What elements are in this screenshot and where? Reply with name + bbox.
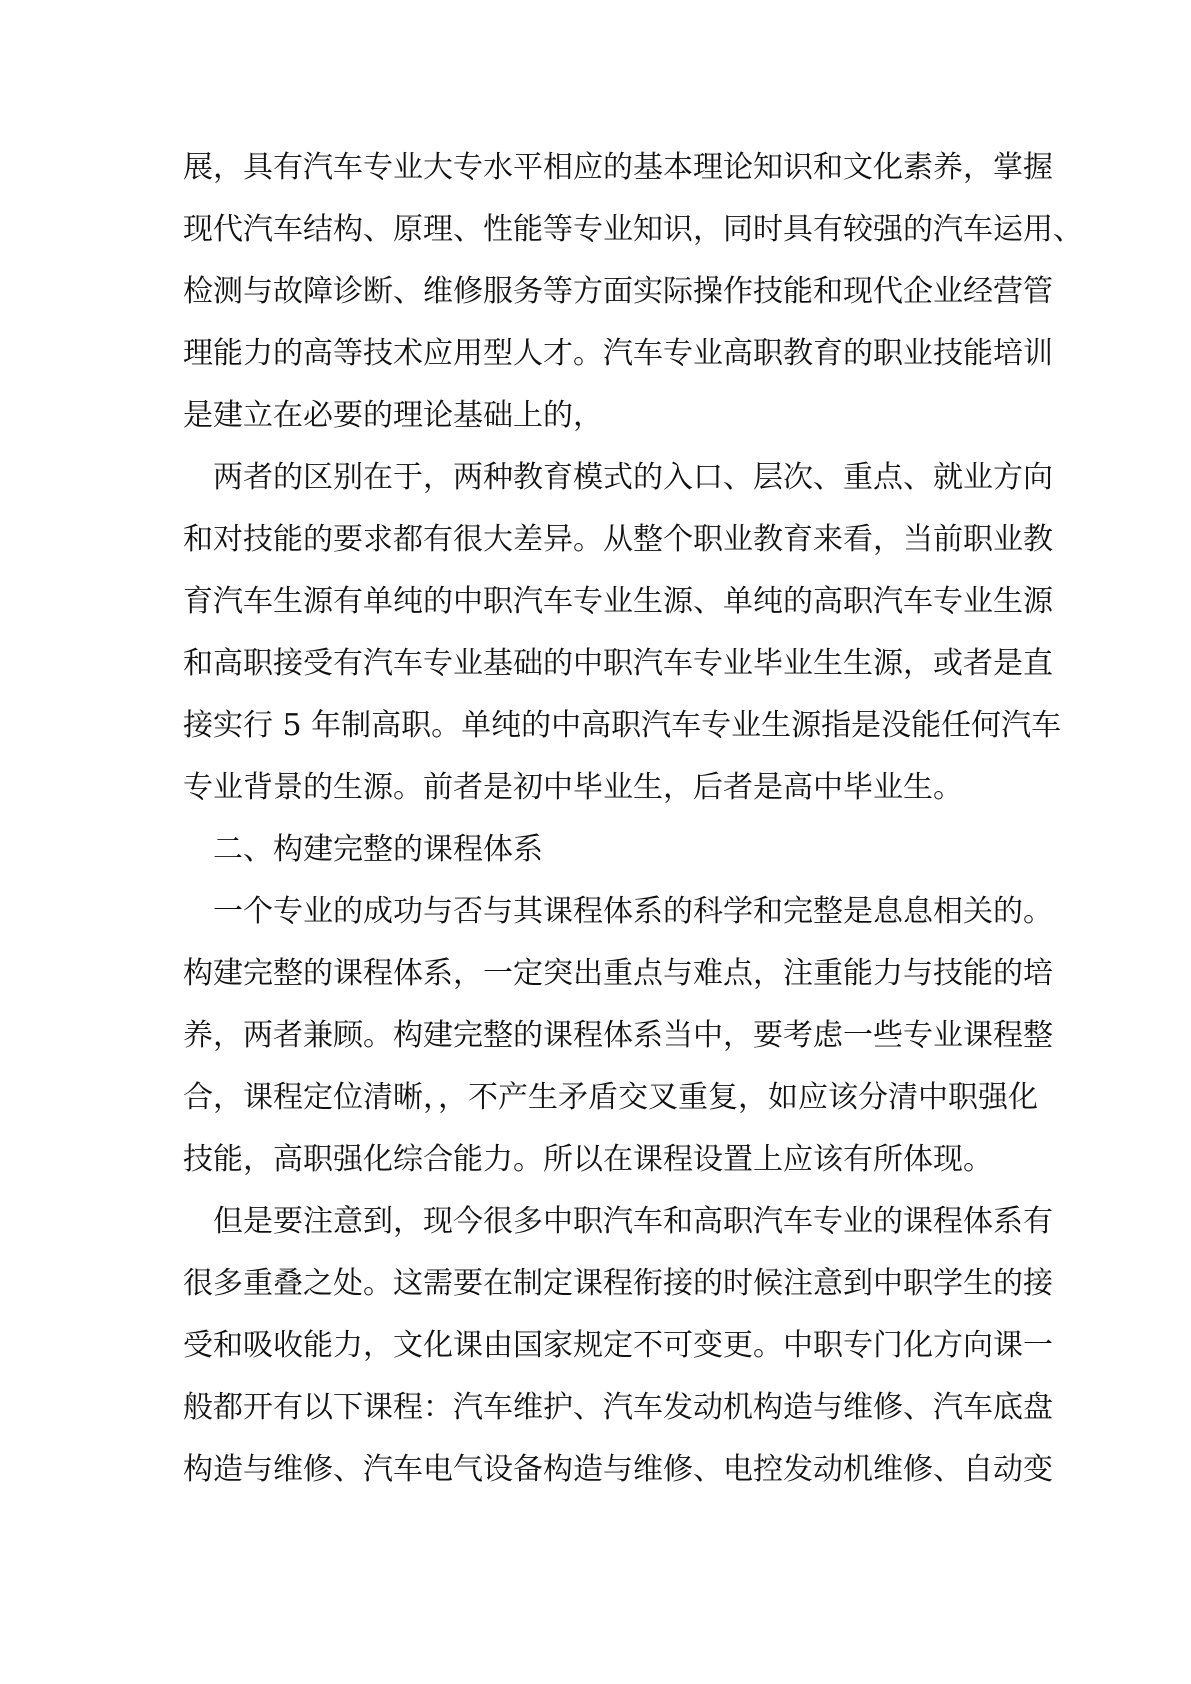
document-body xyxy=(183,137,1083,1501)
text-line: 受和吸收能力，文化课由国家规定不可变更。中职专门化方向课一 xyxy=(183,1328,1053,1363)
paragraph-first-line: 但是要注意到，现今很多中职汽车和高职汽车专业的课程体系有 xyxy=(213,1204,1053,1239)
text-line: 是建立在必要的理论基础上的， xyxy=(183,398,603,433)
text-line: 般都开有以下课程：汽车维护、汽车发动机构造与维修、汽车底盘 xyxy=(183,1390,1053,1425)
paragraph-first-line: 一个专业的成功与否与其课程体系的科学和完整是息息相关的。 xyxy=(213,894,1053,929)
text-line: 养，两者兼顾。构建完整的课程体系当中，要考虑一些专业课程整 xyxy=(183,1018,1053,1053)
text-line: 合，课程定位清晰，，不产生矛盾交叉重复，如应该分清中职强化 xyxy=(183,1080,1038,1115)
text-line: 技能，高职强化综合能力。所以在课程设置上应该有所体现。 xyxy=(183,1142,993,1177)
text-line: 育汽车生源有单纯的中职汽车专业生源、单纯的高职汽车专业生源 xyxy=(183,584,1053,619)
text-line: 现代汽车结构、原理、性能等专业知识，同时具有较强的汽车运用、 xyxy=(183,212,1083,247)
text-line: 接实行 5 年制高职。单纯的中高职汽车专业生源指是没能任何汽车 xyxy=(183,708,1062,743)
text-line: 展，具有汽车专业大专水平相应的基本理论知识和文化素养，掌握 xyxy=(183,150,1053,185)
paragraph-first-line: 两者的区别在于，两种教育模式的入口、层次、重点、就业方向 xyxy=(213,460,1053,495)
section-heading: 二、构建完整的课程体系 xyxy=(213,832,543,867)
text-line: 和对技能的要求都有很大差异。从整个职业教育来看，当前职业教 xyxy=(183,522,1053,557)
text-line: 专业背景的生源。前者是初中毕业生，后者是高中毕业生。 xyxy=(183,770,963,805)
text-line: 和高职接受有汽车专业基础的中职汽车专业毕业生生源，或者是直 xyxy=(183,646,1053,681)
text-line: 构造与维修、汽车电气设备构造与维修、电控发动机维修、自动变 xyxy=(183,1452,1053,1487)
text-line: 很多重叠之处。这需要在制定课程衔接的时候注意到中职学生的接 xyxy=(183,1266,1053,1301)
text-line: 构建完整的课程体系，一定突出重点与难点，注重能力与技能的培 xyxy=(183,956,1053,991)
text-line: 检测与故障诊断、维修服务等方面实际操作技能和现代企业经营管 xyxy=(183,274,1053,309)
text-line: 理能力的高等技术应用型人才。汽车专业高职教育的职业技能培训 xyxy=(183,336,1053,371)
